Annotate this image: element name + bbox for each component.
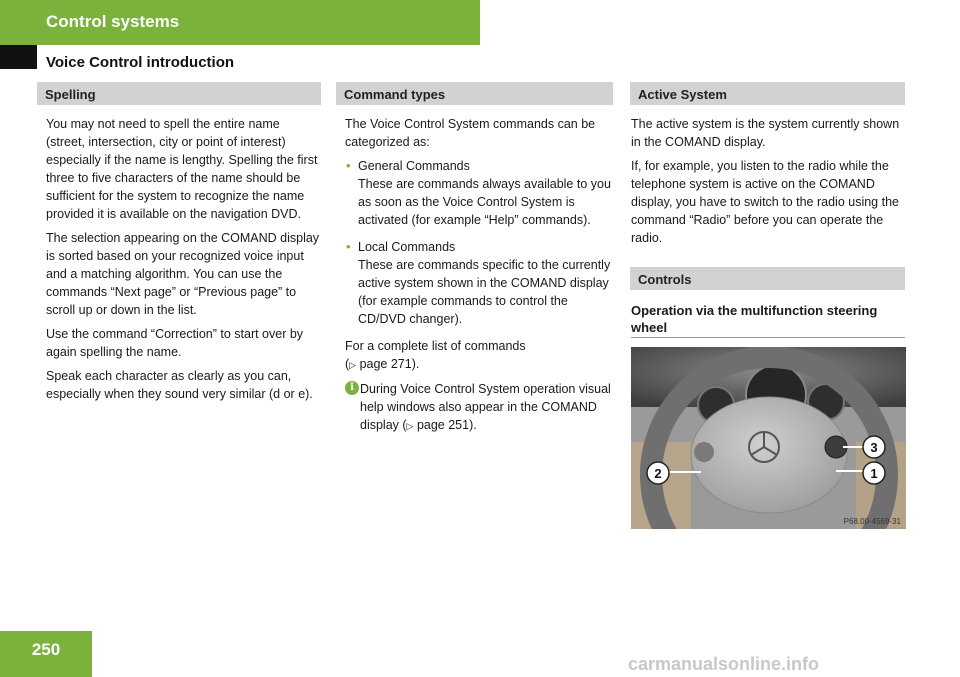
- image-code: P68.00-4569-31: [843, 517, 901, 526]
- command-types-intro: The Voice Control System commands can be categorized as:: [345, 117, 596, 149]
- active-system-heading: Active System: [630, 82, 905, 105]
- active-system-paragraph: If, for example, you listen to the radio while the telephone system is active on the COMAND display, you have to switch to the radio using the command “Radio” before you can operate the radio.: [631, 159, 899, 245]
- command-list-text: For a complete list of commands: [345, 339, 526, 353]
- spelling-paragraph: The selection appearing on the COMAND display is sorted based on your recognized voice input and a matching algorithm. You can use the commands “Next page” or “Previous page” to scroll up or down in the list.: [46, 231, 320, 317]
- command-list-reference: For a complete list of commands (▷ page 271).: [345, 339, 526, 371]
- spelling-body: [37, 105, 321, 403]
- list-item: [345, 157, 613, 229]
- page-reference-link[interactable]: page 251: [416, 418, 470, 432]
- active-system-paragraph: The active system is the system currently shown in the COMAND display.: [631, 117, 900, 149]
- bullet-text: These are commands always available to you as soon as the Voice Control System is activated (for example “Help” commands).: [358, 177, 611, 227]
- page-ref-arrow-icon: ▷: [406, 421, 414, 431]
- callout-3: [863, 436, 885, 458]
- bullet-icon: •: [346, 158, 351, 173]
- info-text: During Voice Control System operation visual help windows also appear in the COMAND display (: [360, 382, 611, 432]
- command-types-column: [336, 82, 613, 435]
- steering-wheel-hub: [691, 397, 847, 513]
- chapter-title: Control systems: [46, 12, 180, 31]
- spelling-paragraph: Speak each character as clearly as you can, especially when they sound very similar (d or e).: [46, 369, 313, 401]
- page-number: [0, 631, 92, 677]
- section-title: Voice Control introduction: [46, 54, 235, 71]
- active-system-body: [630, 105, 905, 247]
- active-system-column: [630, 82, 905, 529]
- left-control-pad-icon: [694, 442, 714, 462]
- spelling-paragraph: You may not need to spell the entire name (street, intersection, city or point of interest) especially if the name is lengthy. Spelling the first three to five characters of the name should be sufficient for the system to recognize the name provided it is available on the navigation DVD.: [46, 117, 318, 221]
- spelling-column: [37, 82, 321, 409]
- bullet-icon: •: [346, 239, 351, 254]
- chapter-header: [0, 0, 480, 45]
- callout-3-label: 3: [870, 440, 878, 455]
- callout-1: [863, 462, 885, 484]
- command-types-heading: Command types: [336, 82, 613, 105]
- controls-heading: Controls: [630, 267, 905, 290]
- spelling-paragraph: Use the command “Correction” to start over by again spelling the name.: [46, 327, 304, 359]
- bullet-title: Local Commands: [358, 240, 456, 254]
- spelling-heading: Spelling: [37, 82, 321, 105]
- steering-wheel-image: [631, 347, 906, 529]
- page-ref-arrow-icon: ▷: [349, 360, 357, 370]
- bullet-title: General Commands: [358, 159, 470, 173]
- info-icon: i: [345, 381, 359, 395]
- list-item: [345, 238, 613, 328]
- command-types-body: [336, 105, 613, 435]
- controls-body: [630, 290, 905, 529]
- controls-subheading: Operation via the multifunction steering wheel: [631, 302, 905, 338]
- callout-2-label: 2: [654, 466, 662, 481]
- info-note: i During Voice Control System operation visual help windows also appear in the COMAND display (▷ page 251).: [345, 380, 613, 435]
- callout-1-label: 1: [870, 466, 878, 481]
- page-reference-link[interactable]: page 271: [359, 357, 412, 371]
- callout-2: [647, 462, 669, 484]
- bullet-text: These are commands specific to the currently active system shown in the COMAND display (for example commands to control the CD/DVD changer).: [358, 258, 611, 326]
- page-number-label: 250: [31, 640, 61, 659]
- chapter-tab-marker: [0, 45, 37, 69]
- watermark: carmanualsonline.info: [628, 654, 820, 674]
